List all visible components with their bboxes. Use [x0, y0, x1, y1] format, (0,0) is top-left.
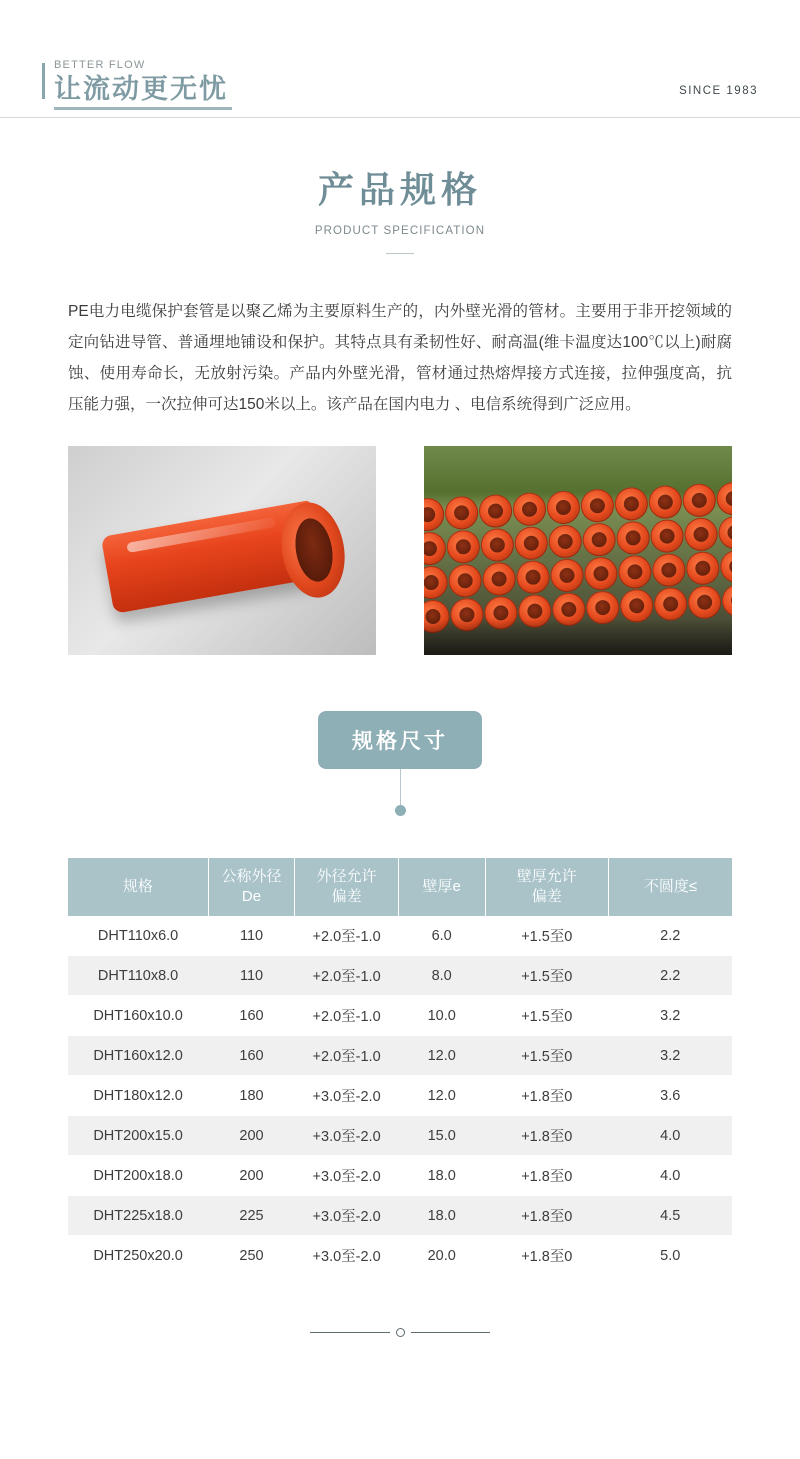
ornament-line-right: [411, 1332, 491, 1333]
header-line: 不圆度≤: [643, 878, 698, 895]
table-cell: 3.2: [609, 996, 732, 1036]
table-cell: DHT160x12.0: [68, 1036, 208, 1076]
pipe-cross-section: [685, 551, 720, 586]
table-cell: 18.0: [398, 1196, 485, 1236]
table-cell: 225: [208, 1196, 295, 1236]
table-header-cell: [295, 858, 398, 916]
table-cell: 110: [208, 916, 295, 956]
table-cell: DHT250x20.0: [68, 1236, 208, 1276]
header-line: 壁厚e: [422, 878, 461, 895]
product-photo-stacked-pipes: [424, 446, 732, 655]
ornament-line-left: [310, 1332, 390, 1333]
table-cell: 12.0: [398, 1036, 485, 1076]
table-row: [68, 956, 732, 996]
pipe-cross-section: [650, 519, 685, 554]
table-row: [68, 1156, 732, 1196]
pipe-cross-section: [687, 585, 722, 620]
table-cell: 200: [208, 1116, 295, 1156]
table-cell: +1.8至0: [485, 1116, 608, 1156]
table-cell: +1.8至0: [485, 1236, 608, 1276]
table-cell: 4.5: [609, 1196, 732, 1236]
table-cell: 8.0: [398, 956, 485, 996]
badge-connector-dot: [395, 805, 406, 816]
table-header-cell: [208, 858, 295, 916]
table-cell: +1.5至0: [485, 1036, 608, 1076]
table-cell: +2.0至-1.0: [295, 916, 398, 956]
table-cell: DHT160x10.0: [68, 996, 208, 1036]
pipe-cross-section: [546, 490, 581, 525]
table-cell: 12.0: [398, 1076, 485, 1116]
table-cell: +1.5至0: [485, 916, 608, 956]
table-cell: +1.8至0: [485, 1076, 608, 1116]
pipe-cross-section: [548, 524, 583, 559]
pipe-cross-section: [584, 556, 619, 591]
pipe-cross-section: [582, 522, 617, 557]
footer-ornament: [310, 1328, 490, 1397]
table-cell: +1.8至0: [485, 1156, 608, 1196]
table-header-cell: [609, 858, 732, 916]
table-cell: 200: [208, 1156, 295, 1196]
table-cell: +3.0至-2.0: [295, 1196, 398, 1236]
table-cell: 180: [208, 1076, 295, 1116]
pipe-cross-section: [478, 494, 513, 529]
table-cell: +1.8至0: [485, 1196, 608, 1236]
table-cell: 4.0: [609, 1156, 732, 1196]
pipe-cross-section: [619, 588, 654, 623]
table-cell: 250: [208, 1236, 295, 1276]
table-head: [68, 858, 732, 916]
pipe-cross-section: [480, 528, 515, 563]
table-row: [68, 1196, 732, 1236]
header-line: De: [241, 888, 262, 905]
header-line: 偏差: [531, 888, 562, 905]
specification-table: [68, 858, 732, 1276]
product-photo-single-pipe: [68, 446, 376, 655]
pipe-cross-section: [618, 555, 653, 590]
pipe-cross-section: [614, 487, 649, 522]
table-row: [68, 1076, 732, 1116]
pipe-cross-section: [718, 515, 732, 550]
header-line: 公称外径: [221, 868, 282, 885]
table-cell: 4.0: [609, 1116, 732, 1156]
table-cell: 6.0: [398, 916, 485, 956]
pipe-cross-section: [550, 558, 585, 593]
table-cell: +2.0至-1.0: [295, 1036, 398, 1076]
table-cell: DHT110x6.0: [68, 916, 208, 956]
pipe-cross-section: [424, 497, 445, 532]
table-row: [68, 1116, 732, 1156]
table-header-cell: [68, 858, 208, 916]
table-cell: 3.6: [609, 1076, 732, 1116]
table-cell: +1.5至0: [485, 996, 608, 1036]
table-header-row: [68, 858, 732, 916]
title-divider: [386, 253, 414, 254]
table-row: [68, 916, 732, 956]
table-cell: 2.2: [609, 916, 732, 956]
table-cell: +1.5至0: [485, 956, 608, 996]
pipe-cross-section: [444, 495, 479, 530]
page-header: [0, 0, 800, 118]
pipe-cross-section: [682, 483, 717, 518]
spec-table-wrapper: [68, 858, 732, 1276]
page-title: 产品规格: [317, 169, 482, 210]
pipe-cross-section: [580, 488, 615, 523]
table-cell: 2.2: [609, 956, 732, 996]
table-row: [68, 1036, 732, 1076]
pipe-cross-section: [512, 492, 547, 527]
pipe-cross-section: [448, 563, 483, 598]
brand-tagline-en: BETTER FLOW: [54, 59, 146, 72]
table-cell: 18.0: [398, 1156, 485, 1196]
table-cell: DHT110x8.0: [68, 956, 208, 996]
table-cell: DHT200x15.0: [68, 1116, 208, 1156]
badge-connector-line: [400, 769, 401, 805]
page-subtitle: PRODUCT SPECIFICATION: [314, 225, 486, 237]
table-row: [68, 1236, 732, 1276]
pipe-cross-section: [424, 531, 447, 566]
pipe-cross-section: [719, 549, 732, 584]
intro-paragraph: PE电力电缆保护套管是以聚乙烯为主要原料生产的，内外壁光滑的管材。主要用于非开挖领域的定向钻进导管、普通埋地铺设和保护。其特点具有柔韧性好、耐高温(维卡温度达100℃以上)耐腐蚀、使用寿命长，无放射污染。产品内外壁光滑，管材通过热熔焊接方式连接，拉伸强度高，抗压能力强，一次拉伸可达150米以上。该产品在国内电力 、电信系统得到广泛应用。: [68, 303, 732, 413]
pipe-cross-section: [424, 565, 449, 600]
pipe-cross-section: [446, 529, 481, 564]
pipe-cross-section: [516, 560, 551, 595]
table-cell: DHT200x18.0: [68, 1156, 208, 1196]
table-cell: DHT225x18.0: [68, 1196, 208, 1236]
header-line: 外径允许: [316, 868, 377, 885]
pipe-cross-section: [514, 526, 549, 561]
table-cell: +3.0至-2.0: [295, 1236, 398, 1276]
photo-bottom-shadow: [424, 619, 732, 655]
table-cell: +2.0至-1.0: [295, 996, 398, 1036]
brand-tagline-cn: 让流动更无忧: [54, 74, 228, 105]
pipe-cross-section: [721, 583, 732, 618]
pipe-cross-section: [482, 562, 517, 597]
table-cell: +3.0至-2.0: [295, 1116, 398, 1156]
pipe-cross-section: [648, 485, 683, 520]
spec-size-badge: 规格尺寸: [318, 711, 482, 769]
since-label: SINCE 1983: [679, 85, 758, 97]
table-row: [68, 996, 732, 1036]
table-cell: +3.0至-2.0: [295, 1156, 398, 1196]
pipe-cross-section: [652, 553, 687, 588]
pipe-cross-section: [653, 587, 688, 622]
table-cell: 3.2: [609, 1036, 732, 1076]
table-cell: 20.0: [398, 1236, 485, 1276]
table-cell: 160: [208, 996, 295, 1036]
header-line: 偏差: [331, 888, 362, 905]
table-header-cell: [485, 858, 608, 916]
pipe-cross-section: [716, 481, 732, 516]
table-header-cell: [398, 858, 485, 916]
pipe-cross-section: [616, 521, 651, 556]
table-cell: +3.0至-2.0: [295, 1076, 398, 1116]
page-title-block: [0, 118, 800, 254]
table-body: [68, 916, 732, 1276]
brand-logo: [42, 59, 228, 117]
header-line: 规格: [122, 878, 153, 895]
table-cell: 110: [208, 956, 295, 996]
header-line: 壁厚允许: [516, 868, 577, 885]
table-cell: +2.0至-1.0: [295, 956, 398, 996]
table-cell: 10.0: [398, 996, 485, 1036]
table-cell: 160: [208, 1036, 295, 1076]
table-cell: 5.0: [609, 1236, 732, 1276]
table-cell: DHT180x12.0: [68, 1076, 208, 1116]
section-badge-block: [0, 711, 800, 816]
ornament-circle: [396, 1328, 405, 1337]
table-cell: 15.0: [398, 1116, 485, 1156]
product-image-row: [68, 446, 732, 655]
pipe-cross-section: [684, 517, 719, 552]
